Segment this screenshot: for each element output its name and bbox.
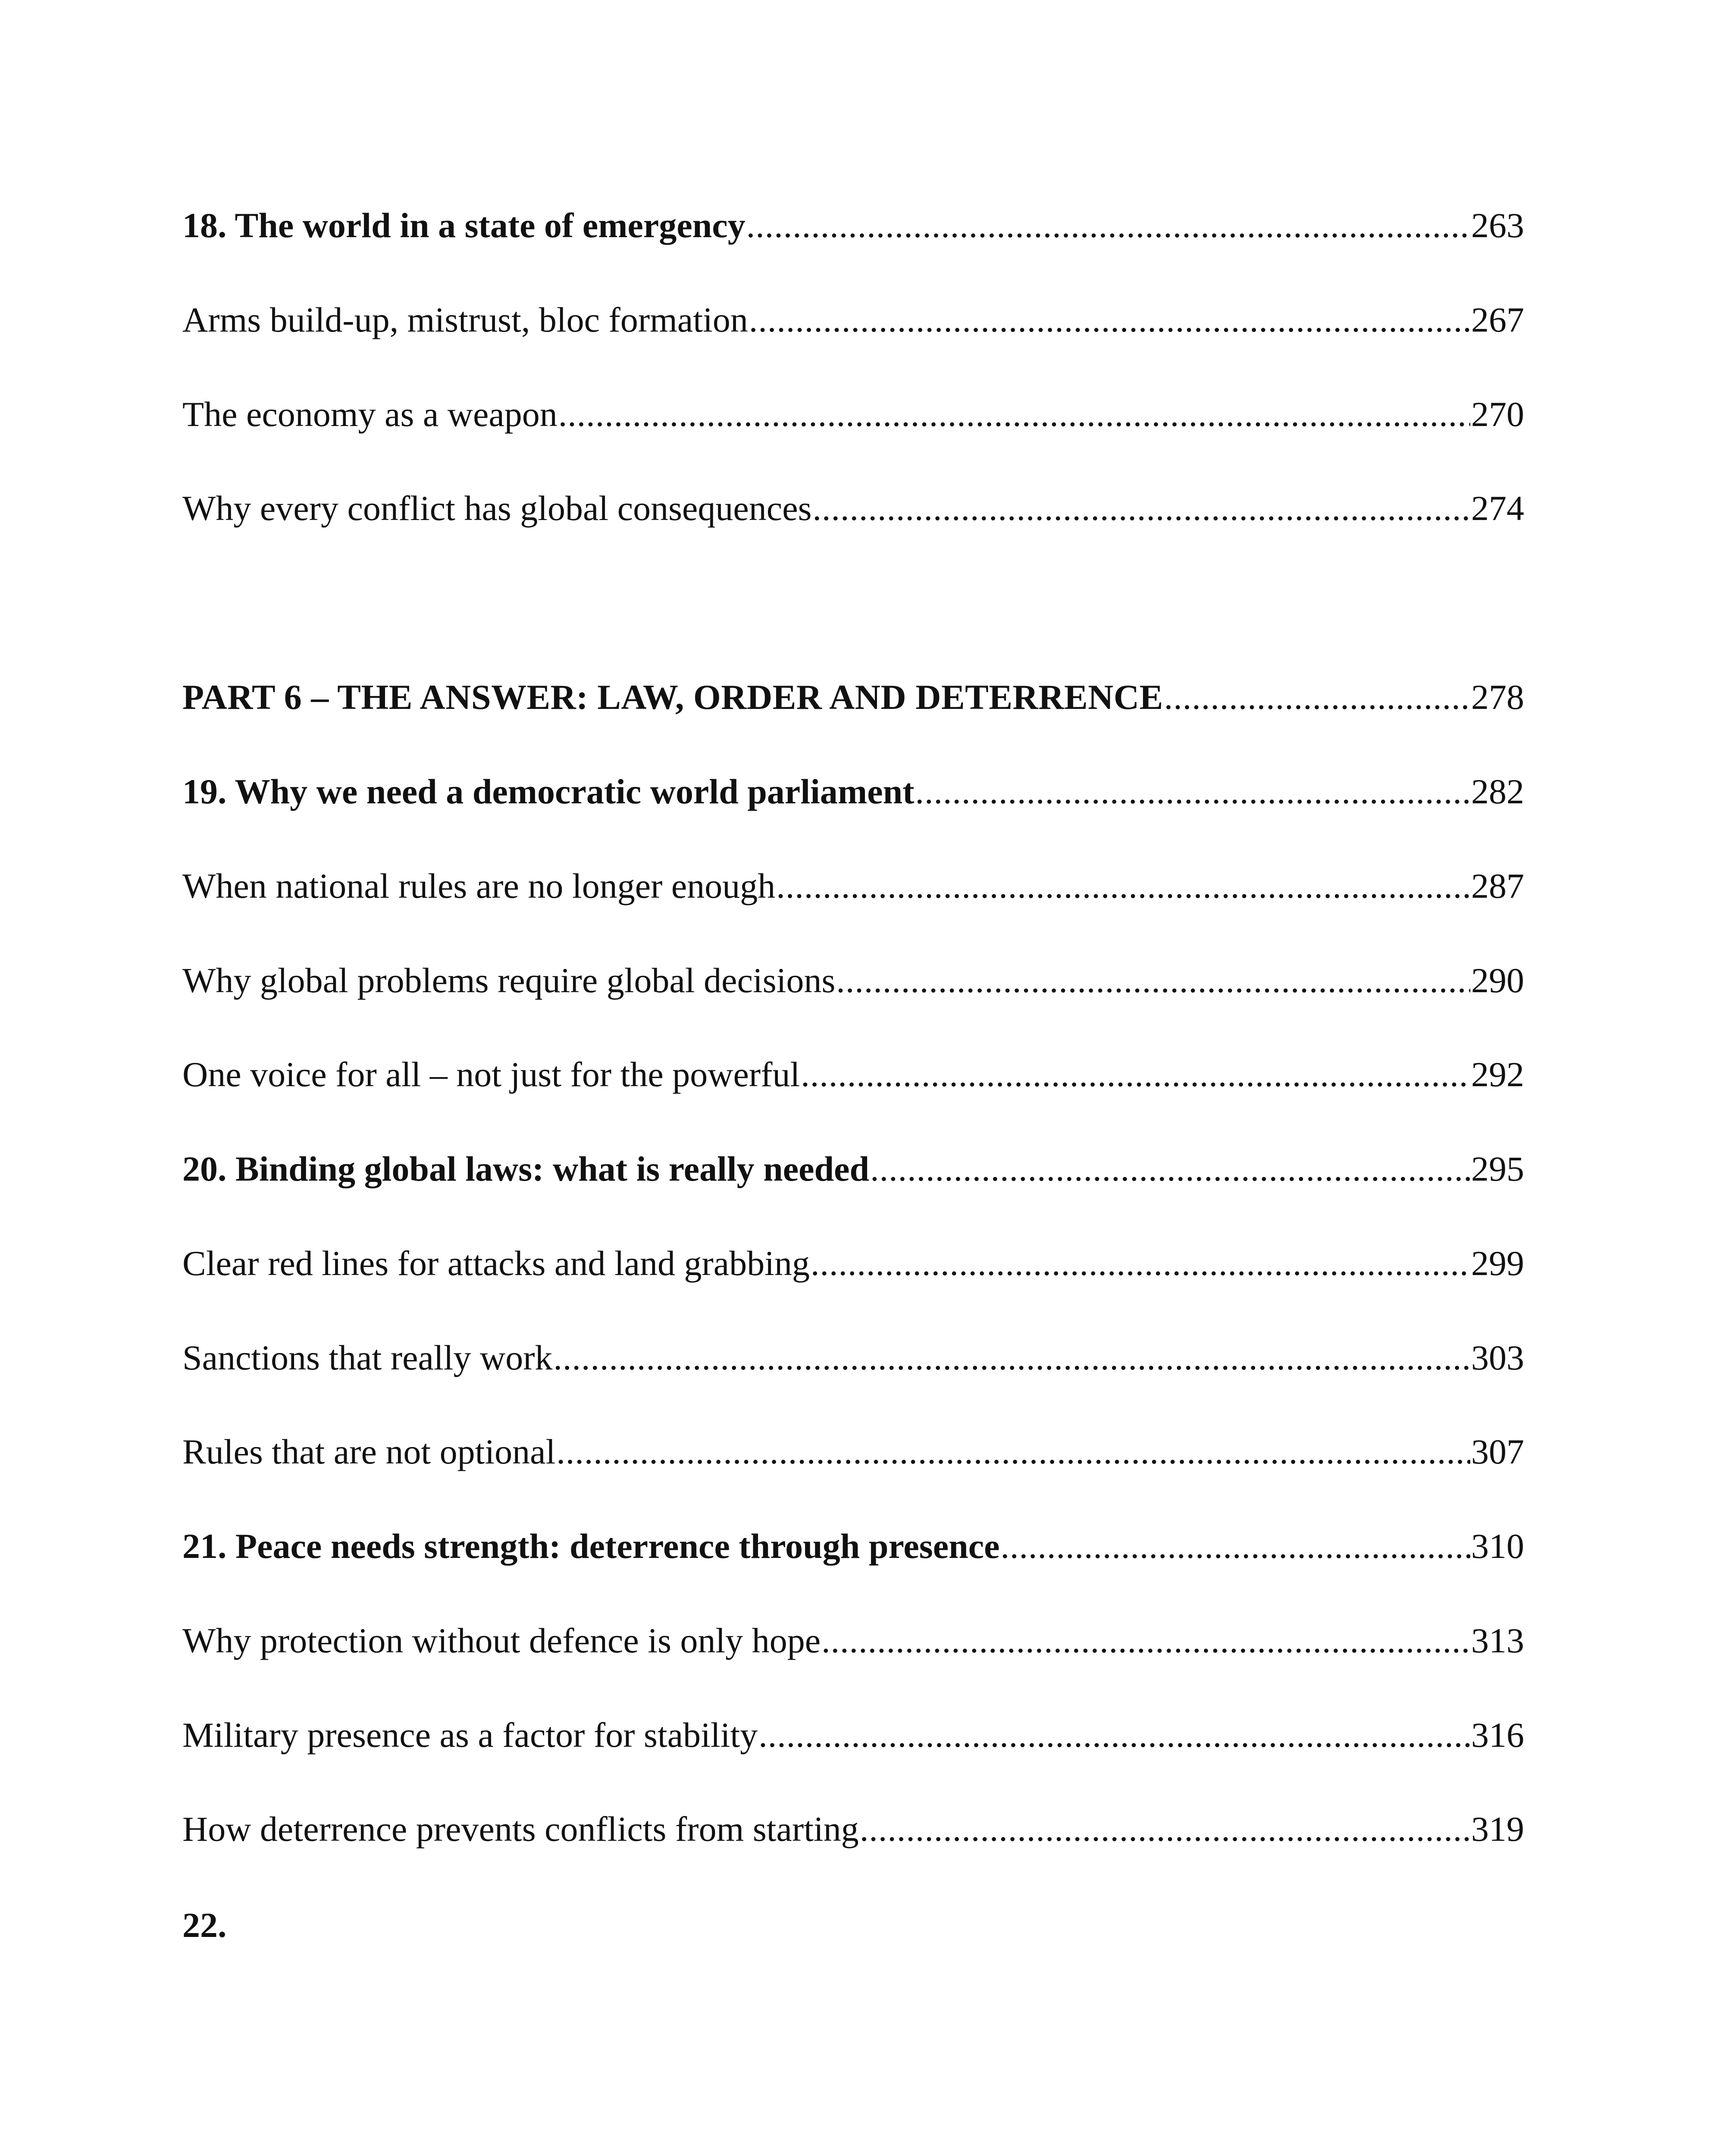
toc-entry[interactable]	[182, 1527, 1524, 1566]
dot-leader	[558, 395, 1470, 434]
dot-leader	[915, 772, 1471, 811]
toc-entry[interactable]	[182, 489, 1524, 528]
toc-entry-label: Why global problems require global decisions	[182, 961, 836, 1000]
dot-leader	[811, 1244, 1470, 1283]
toc-entry[interactable]	[182, 1810, 1524, 1849]
toc-entry[interactable]	[182, 867, 1524, 906]
toc-entry-page: 290	[1471, 961, 1524, 1000]
toc-entry-page: 307	[1471, 1432, 1524, 1471]
toc-entry[interactable]	[182, 961, 1524, 1000]
dot-leader	[813, 489, 1470, 528]
dot-leader	[1001, 1527, 1471, 1566]
dot-leader	[836, 961, 1470, 1000]
toc-entry-page: 299	[1471, 1244, 1524, 1283]
toc-entry-label: Why protection without defence is only hope	[182, 1621, 821, 1660]
toc-entry-label: 21. Peace needs strength: deterrence through presence	[182, 1526, 1000, 1566]
toc-entry[interactable]	[182, 1150, 1524, 1188]
dot-leader	[1164, 678, 1470, 717]
dot-leader	[821, 1621, 1470, 1660]
toc-entry-page: 263	[1471, 206, 1524, 245]
dot-leader	[870, 1150, 1470, 1188]
toc-entry[interactable]	[182, 1244, 1524, 1283]
toc-entry-page: 310	[1471, 1526, 1524, 1566]
toc-entry-page: 292	[1471, 1055, 1524, 1094]
dot-leader	[556, 1432, 1470, 1471]
toc-entry-label: Sanctions that really work	[182, 1338, 553, 1377]
toc-entry-label: Why every conflict has global consequences	[182, 489, 812, 528]
toc-entry[interactable]	[182, 206, 1524, 245]
toc-entry[interactable]	[182, 1432, 1524, 1471]
dot-leader	[749, 301, 1470, 339]
toc-entry-label: Arms build-up, mistrust, bloc formation	[182, 300, 748, 339]
dot-leader	[746, 206, 1470, 245]
toc-entry-label: When national rules are no longer enough	[182, 866, 776, 906]
toc-entry[interactable]	[182, 1338, 1524, 1377]
toc-entry-page: 295	[1471, 1149, 1524, 1188]
toc-part-heading[interactable]	[182, 678, 1524, 717]
toc-entry-page: 316	[1471, 1715, 1524, 1755]
dot-leader	[776, 867, 1470, 906]
toc-entry-label: 19. Why we need a democratic world parliament	[182, 772, 915, 811]
toc-entry-page: 303	[1471, 1338, 1524, 1377]
toc-entry[interactable]	[182, 395, 1524, 434]
toc-entry-page: 267	[1471, 300, 1524, 339]
toc-entry-label: 18. The world in a state of emergency	[182, 206, 745, 245]
toc-entry-label: Military presence as a factor for stability	[182, 1715, 758, 1755]
toc-entry-label: One voice for all – not just for the powerful	[182, 1055, 800, 1094]
toc-entry-page: 319	[1471, 1809, 1524, 1849]
dot-leader	[860, 1810, 1470, 1849]
toc-entry-page: 313	[1471, 1621, 1524, 1660]
toc-entry-page: 278	[1471, 677, 1524, 717]
toc-entry-label: 20. Binding global laws: what is really needed	[182, 1149, 870, 1188]
toc-entry[interactable]	[182, 772, 1524, 811]
toc-entry-page: 274	[1471, 489, 1524, 528]
toc-entry[interactable]	[182, 1621, 1524, 1660]
toc-entry[interactable]	[182, 301, 1524, 339]
toc-entry-page: 270	[1471, 395, 1524, 434]
dot-leader	[554, 1338, 1470, 1377]
toc-entry[interactable]	[182, 1055, 1524, 1094]
toc-entry-label: How deterrence prevents conflicts from starting	[182, 1809, 859, 1849]
toc-entry-page: 282	[1471, 772, 1524, 811]
toc-entry[interactable]	[182, 1716, 1524, 1755]
toc-entry-label: Clear red lines for attacks and land grabbing	[182, 1244, 810, 1283]
toc-entry-page: 287	[1471, 866, 1524, 906]
dot-leader	[801, 1055, 1470, 1094]
dot-leader	[758, 1716, 1470, 1755]
toc-entry-label: Rules that are not optional	[182, 1432, 556, 1471]
toc-entry-label: PART 6 – THE ANSWER: LAW, ORDER AND DETERRENCE	[182, 677, 1163, 717]
toc-entry-label: The economy as a weapon	[182, 395, 557, 434]
toc-chapter-number[interactable]: 22.	[182, 1905, 227, 1945]
